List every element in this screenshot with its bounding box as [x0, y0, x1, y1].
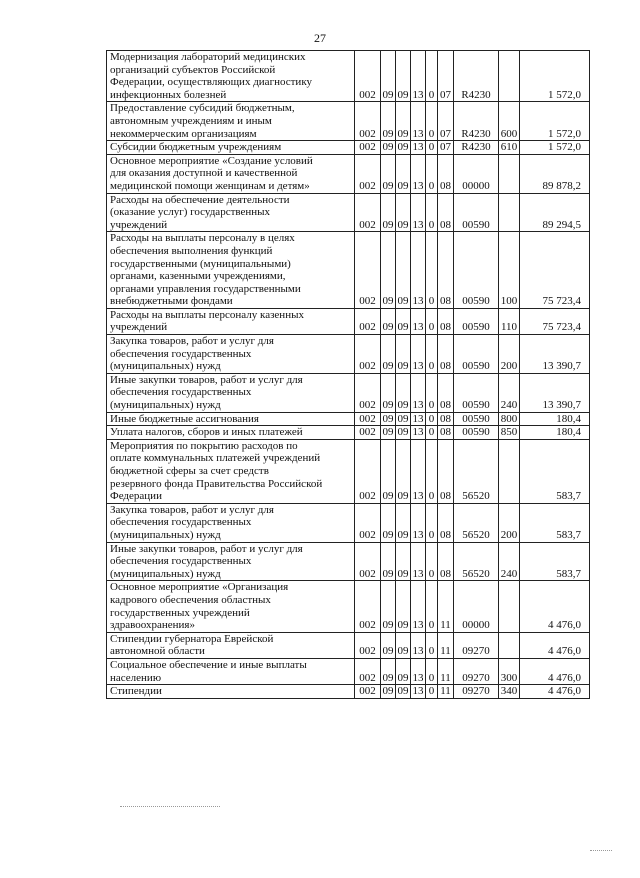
main-event-code-cell: 08 — [438, 439, 454, 503]
scan-speck-line — [590, 850, 612, 851]
table-row — [107, 658, 590, 684]
program-code-cell: 13 — [411, 308, 426, 334]
ministry-code-cell: 002 — [355, 308, 381, 334]
row-name-line: Предоставление субсидий бюджетным, — [110, 102, 295, 115]
row-name-cell — [107, 154, 355, 193]
direction-code-cell: 09270 — [454, 632, 499, 658]
ministry-code-cell: 002 — [355, 581, 381, 632]
amount-cell: 583,7 — [520, 503, 590, 542]
program-code-cell: 13 — [411, 503, 426, 542]
section-code-cell: 09 — [381, 439, 396, 503]
row-name-line: Стипендии — [110, 685, 162, 698]
row-name-line: государственными (муниципальными) — [110, 257, 291, 270]
subprogram-code-cell: 0 — [426, 232, 438, 309]
section-code-cell: 09 — [381, 658, 396, 684]
budget-table — [106, 50, 590, 699]
amount-cell: 13 390,7 — [520, 373, 590, 412]
section-code-cell: 09 — [381, 232, 396, 309]
row-name-cell — [107, 658, 355, 684]
row-name-line: Расходы на выплаты персоналу казенных — [110, 308, 304, 321]
table-row — [107, 193, 590, 232]
row-name-line: Социальное обеспечение и иные выплаты — [110, 658, 307, 671]
expense-type-code-cell: 850 — [499, 426, 520, 440]
direction-code-cell: 00590 — [454, 373, 499, 412]
amount-cell: 4 476,0 — [520, 632, 590, 658]
amount-cell: 180,4 — [520, 426, 590, 440]
main-event-code-cell: 08 — [438, 426, 454, 440]
main-event-code-cell: 11 — [438, 685, 454, 699]
row-name-line: учреждений — [110, 321, 168, 334]
subprogram-code-cell: 0 — [426, 542, 438, 581]
table-row — [107, 632, 590, 658]
expense-type-code-cell — [499, 193, 520, 232]
table-row — [107, 308, 590, 334]
expense-type-code-cell: 800 — [499, 412, 520, 426]
table-row — [107, 232, 590, 309]
page-number: 27 — [314, 31, 326, 45]
row-name-line: оплате коммунальных платежей учреждений — [110, 452, 321, 465]
ministry-code-cell: 002 — [355, 412, 381, 426]
subsection-code-cell: 09 — [397, 426, 409, 439]
row-name-line: (муниципальных) нужд — [110, 360, 221, 373]
subsection-code-cell: 09 — [396, 51, 411, 102]
direction-code-cell: 00000 — [454, 581, 499, 632]
main-event-code-cell: 07 — [438, 141, 454, 155]
table-row — [107, 141, 590, 155]
amount-cell: 1 572,0 — [520, 51, 590, 102]
amount-cell: 4 476,0 — [520, 685, 590, 699]
direction-code-cell: R4230 — [454, 51, 499, 102]
subprogram-code-cell: 0 — [426, 308, 438, 334]
direction-code-cell: R4230 — [454, 141, 499, 155]
row-name-line: Уплата налогов, сборов и иных платежей — [110, 426, 303, 439]
table-row — [107, 335, 590, 374]
row-name-line: государственных учреждений — [110, 606, 250, 619]
section-code-cell: 09 — [381, 542, 396, 581]
subsection-code-cell: 09 — [396, 632, 411, 658]
amount-cell: 75 723,4 — [520, 308, 590, 334]
main-event-code-cell: 08 — [438, 335, 454, 374]
program-code-cell: 13 — [411, 658, 426, 684]
section-code-cell: 09 — [381, 51, 396, 102]
row-name-line: организаций субъектов Российской — [110, 63, 276, 76]
direction-code-cell: 56520 — [454, 542, 499, 581]
section-code-cell: 09 — [381, 632, 396, 658]
subprogram-code-cell: 0 — [426, 193, 438, 232]
expense-type-code-cell: 340 — [499, 685, 520, 699]
section-code-cell: 09 — [382, 412, 394, 425]
ministry-code-cell: 002 — [355, 503, 381, 542]
row-name-cell — [107, 141, 355, 155]
program-code-cell: 13 — [412, 412, 424, 425]
row-name-line: Стипендии губернатора Еврейской — [110, 632, 274, 645]
table-row — [107, 503, 590, 542]
row-name-line: Мероприятия по покрытию расходов по — [110, 439, 298, 452]
subsection-code-cell: 09 — [396, 193, 411, 232]
main-event-code-cell: 08 — [438, 154, 454, 193]
expense-type-code-cell — [499, 154, 520, 193]
row-name-cell — [107, 232, 355, 309]
amount-cell: 583,7 — [520, 439, 590, 503]
ministry-code-cell: 002 — [355, 154, 381, 193]
row-name-line: (муниципальных) нужд — [110, 528, 221, 541]
amount-cell: 4 476,0 — [520, 658, 590, 684]
section-code-cell: 09 — [382, 685, 394, 698]
subprogram-code-cell: 0 — [426, 412, 438, 426]
row-name-line: Закупка товаров, работ и услуг для — [110, 335, 274, 348]
subprogram-code-cell: 0 — [426, 426, 438, 440]
section-code-cell: 09 — [381, 373, 396, 412]
expense-type-code-cell: 110 — [499, 308, 520, 334]
ministry-code-cell: 002 — [355, 685, 381, 699]
expense-type-code-cell: 240 — [499, 542, 520, 581]
row-name-line: Федерации — [110, 490, 162, 503]
row-name-line: здравоохранения» — [110, 619, 195, 632]
row-name-line: населению — [110, 671, 162, 684]
ministry-code-cell: 002 — [355, 373, 381, 412]
direction-code-cell: 00590 — [454, 308, 499, 334]
expense-type-code-cell: 600 — [499, 102, 520, 141]
main-event-code-cell: 08 — [438, 232, 454, 309]
direction-code-cell: 56520 — [454, 439, 499, 503]
subsection-code-cell: 09 — [396, 581, 411, 632]
direction-code-cell: 00590 — [454, 335, 499, 374]
program-code-cell: 13 — [411, 193, 426, 232]
row-name-cell — [107, 373, 355, 412]
program-code-cell: 13 — [411, 51, 426, 102]
amount-cell: 89 294,5 — [520, 193, 590, 232]
main-event-code-cell: 08 — [438, 193, 454, 232]
ministry-code-cell: 002 — [355, 542, 381, 581]
row-name-cell — [107, 193, 355, 232]
row-name-line: Основное мероприятие «Создание условий — [110, 154, 313, 167]
section-code-cell: 09 — [381, 503, 396, 542]
subprogram-code-cell: 0 — [426, 632, 438, 658]
subsection-code-cell: 09 — [396, 373, 411, 412]
program-code-cell: 13 — [411, 335, 426, 374]
row-name-line: Иные бюджетные ассигнования — [110, 412, 259, 425]
row-name-cell — [107, 632, 355, 658]
subprogram-code-cell: 0 — [426, 439, 438, 503]
subsection-code-cell: 09 — [397, 141, 409, 154]
program-code-cell: 13 — [412, 685, 424, 698]
row-name-line: инфекционных болезней — [110, 88, 227, 101]
table-row — [107, 542, 590, 581]
subprogram-code-cell: 0 — [426, 141, 438, 155]
program-code-cell: 13 — [411, 102, 426, 141]
row-name-line: органами управления государственными — [110, 282, 301, 295]
subsection-code-cell: 09 — [396, 335, 411, 374]
subsection-code-cell: 09 — [396, 503, 411, 542]
section-code-cell: 09 — [381, 193, 396, 232]
amount-cell: 89 878,2 — [520, 154, 590, 193]
ministry-code-cell: 002 — [355, 335, 381, 374]
direction-code-cell: 09270 — [454, 685, 499, 699]
row-name-line: органами, казенными учреждениями, — [110, 270, 286, 283]
row-name-line: Расходы на выплаты персоналу в целях — [110, 232, 295, 245]
amount-cell: 13 390,7 — [520, 335, 590, 374]
main-event-code-cell: 08 — [438, 373, 454, 412]
amount-cell: 75 723,4 — [520, 232, 590, 309]
subprogram-code-cell: 0 — [426, 335, 438, 374]
row-name-line: (муниципальных) нужд — [110, 567, 221, 580]
table-row — [107, 426, 590, 440]
subsection-code-cell: 09 — [396, 542, 411, 581]
program-code-cell: 13 — [412, 426, 424, 439]
ministry-code-cell: 002 — [355, 102, 381, 141]
subsection-code-cell: 09 — [396, 308, 411, 334]
amount-cell: 1 572,0 — [520, 102, 590, 141]
row-name-line: некоммерческим организациям — [110, 127, 257, 140]
table-row — [107, 373, 590, 412]
row-name-line: обеспечения выполнения функций — [110, 244, 273, 257]
row-name-line: медицинской помощи женщинам и детям» — [110, 179, 310, 192]
subsection-code-cell: 09 — [396, 102, 411, 141]
row-name-cell — [107, 685, 355, 699]
row-name-line: резервного фонда Правительства Российской — [110, 477, 323, 490]
expense-type-code-cell: 240 — [499, 373, 520, 412]
row-name-cell — [107, 542, 355, 581]
ministry-code-cell: 002 — [355, 193, 381, 232]
main-event-code-cell: 08 — [438, 412, 454, 426]
ministry-code-cell: 002 — [355, 141, 381, 155]
row-name-line: Иные закупки товаров, работ и услуг для — [110, 542, 303, 555]
section-code-cell: 09 — [382, 426, 394, 439]
expense-type-code-cell: 610 — [499, 141, 520, 155]
subsection-code-cell: 09 — [396, 439, 411, 503]
section-code-cell: 09 — [381, 581, 396, 632]
subprogram-code-cell: 0 — [426, 503, 438, 542]
row-name-line: внебюджетными фондами — [110, 295, 233, 308]
expense-type-code-cell: 200 — [499, 503, 520, 542]
row-name-line: Модернизация лабораторий медицинских — [110, 51, 306, 63]
section-code-cell: 09 — [381, 335, 396, 374]
amount-cell: 180,4 — [520, 412, 590, 426]
direction-code-cell: 00590 — [454, 412, 499, 426]
main-event-code-cell: 07 — [438, 102, 454, 141]
row-name-line: бюджетной сферы за счет средств — [110, 465, 269, 477]
ministry-code-cell: 002 — [355, 232, 381, 309]
table-row — [107, 439, 590, 503]
program-code-cell: 13 — [411, 373, 426, 412]
main-event-code-cell: 11 — [438, 658, 454, 684]
subprogram-code-cell: 0 — [426, 154, 438, 193]
section-code-cell: 09 — [381, 102, 396, 141]
expense-type-code-cell — [499, 439, 520, 503]
table-row — [107, 102, 590, 141]
expense-type-code-cell — [499, 581, 520, 632]
program-code-cell: 13 — [411, 439, 426, 503]
main-event-code-cell: 08 — [438, 503, 454, 542]
subprogram-code-cell: 0 — [426, 373, 438, 412]
subprogram-code-cell: 0 — [426, 581, 438, 632]
subprogram-code-cell: 0 — [426, 685, 438, 699]
expense-type-code-cell: 200 — [499, 335, 520, 374]
main-event-code-cell: 08 — [438, 542, 454, 581]
row-name-line: обеспечения государственных — [110, 386, 252, 399]
row-name-line: автономным учреждениям и иным — [110, 114, 272, 127]
row-name-cell — [107, 308, 355, 334]
program-code-cell: 13 — [411, 581, 426, 632]
direction-code-cell: 00000 — [454, 154, 499, 193]
expense-type-code-cell — [499, 632, 520, 658]
table-row — [107, 581, 590, 632]
row-name-line: автономной области — [110, 645, 205, 658]
direction-code-cell: 09270 — [454, 658, 499, 684]
section-code-cell: 09 — [381, 154, 396, 193]
amount-cell: 1 572,0 — [520, 141, 590, 155]
subprogram-code-cell: 0 — [426, 51, 438, 102]
subsection-code-cell: 09 — [397, 685, 409, 698]
row-name-cell — [107, 51, 355, 102]
row-name-line: Закупка товаров, работ и услуг для — [110, 503, 274, 516]
program-code-cell: 13 — [411, 232, 426, 309]
main-event-code-cell: 11 — [438, 581, 454, 632]
row-name-cell — [107, 335, 355, 374]
main-event-code-cell: 08 — [438, 308, 454, 334]
budget-table-body — [107, 51, 590, 699]
subprogram-code-cell: 0 — [426, 658, 438, 684]
row-name-line: (муниципальных) нужд — [110, 399, 221, 412]
row-name-line: Федерации, осуществляющих диагностику — [110, 76, 313, 89]
subsection-code-cell: 09 — [396, 154, 411, 193]
subsection-code-cell: 09 — [397, 412, 409, 425]
main-event-code-cell: 11 — [438, 632, 454, 658]
row-name-line: учреждений — [110, 218, 168, 231]
section-code-cell: 09 — [382, 141, 394, 154]
row-name-cell — [107, 426, 355, 440]
row-name-line: (оказание услуг) государственных — [110, 206, 271, 219]
row-name-line: Расходы на обеспечение деятельности — [110, 193, 290, 206]
row-name-line: обеспечения государственных — [110, 555, 252, 568]
row-name-line: кадрового обеспечения областных — [110, 593, 271, 606]
ministry-code-cell: 002 — [355, 658, 381, 684]
amount-cell: 583,7 — [520, 542, 590, 581]
program-code-cell: 13 — [411, 632, 426, 658]
ministry-code-cell: 002 — [355, 632, 381, 658]
row-name-cell — [107, 439, 355, 503]
row-name-cell — [107, 102, 355, 141]
main-event-code-cell: 07 — [438, 51, 454, 102]
row-name-cell — [107, 581, 355, 632]
program-code-cell: 13 — [412, 141, 424, 154]
ministry-code-cell: 002 — [355, 426, 381, 440]
row-name-line: для оказания доступной и качественной — [110, 167, 298, 180]
row-name-line: Иные закупки товаров, работ и услуг для — [110, 373, 303, 386]
program-code-cell: 13 — [411, 542, 426, 581]
row-name-cell — [107, 503, 355, 542]
subsection-code-cell: 09 — [396, 232, 411, 309]
amount-cell: 4 476,0 — [520, 581, 590, 632]
direction-code-cell: 56520 — [454, 503, 499, 542]
row-name-line: обеспечения государственных — [110, 347, 252, 360]
expense-type-code-cell: 100 — [499, 232, 520, 309]
row-name-line: обеспечения государственных — [110, 516, 252, 529]
table-row — [107, 685, 590, 699]
scan-speck-line — [120, 806, 220, 807]
subprogram-code-cell: 0 — [426, 102, 438, 141]
ministry-code-cell: 002 — [355, 439, 381, 503]
section-code-cell: 09 — [381, 308, 396, 334]
subsection-code-cell: 09 — [396, 658, 411, 684]
direction-code-cell: 00590 — [454, 193, 499, 232]
row-name-cell — [107, 412, 355, 426]
row-name-line: Основное мероприятие «Организация — [110, 581, 289, 594]
expense-type-code-cell — [499, 51, 520, 102]
table-row — [107, 51, 590, 102]
table-row — [107, 154, 590, 193]
ministry-code-cell: 002 — [355, 51, 381, 102]
row-name-line: Субсидии бюджетным учреждениям — [110, 141, 282, 154]
table-row — [107, 412, 590, 426]
program-code-cell: 13 — [411, 154, 426, 193]
direction-code-cell: R4230 — [454, 102, 499, 141]
expense-type-code-cell: 300 — [499, 658, 520, 684]
direction-code-cell: 00590 — [454, 426, 499, 440]
direction-code-cell: 00590 — [454, 232, 499, 309]
